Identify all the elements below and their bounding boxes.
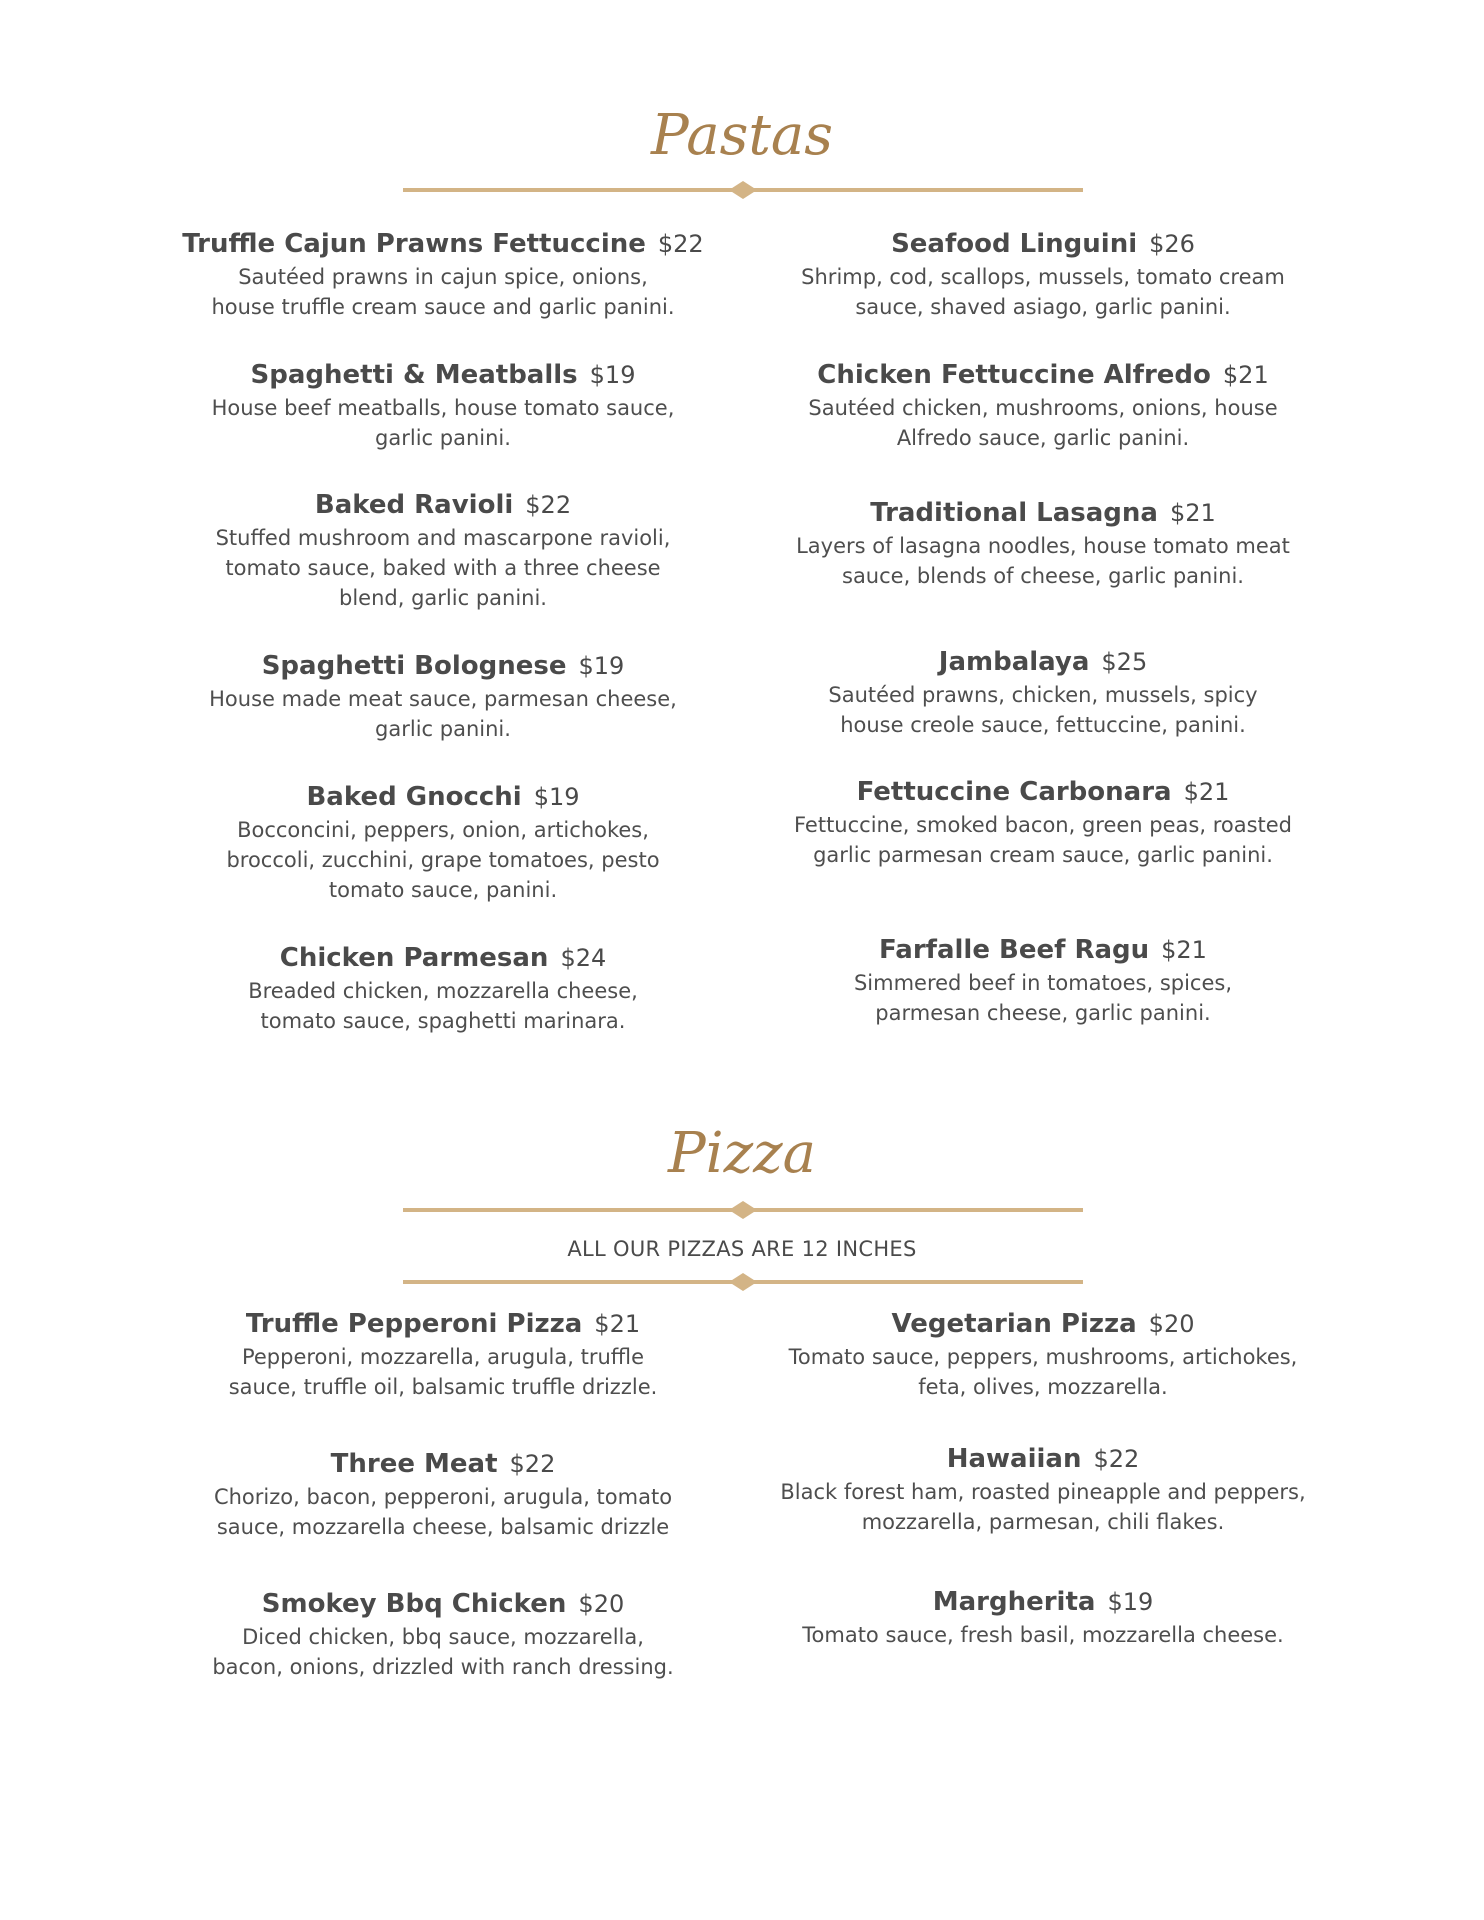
menu-item [173, 1446, 713, 1542]
item-description: Breaded chicken, mozzarella cheese, tomato sauce, spaghetti marinara. [248, 979, 638, 1033]
item-name: Chicken Fettuccine Alfredo [817, 360, 1211, 390]
item-price: $20 [578, 1590, 625, 1618]
menu-item [173, 648, 713, 744]
item-name: Truffle Cajun Prawns Fettuccine [182, 229, 646, 259]
item-description: Sautéed prawns, chicken, mussels, spicy house creole sauce, fettuccine, panini. [828, 683, 1258, 737]
item-description: Diced chicken, bbq sauce, mozzarella, bacon, onions, drizzled with ranch dressing. [212, 1625, 674, 1679]
item-name: Seafood Linguini [891, 229, 1138, 259]
item-name: Truffle Pepperoni Pizza [245, 1309, 583, 1339]
item-description: Tomato sauce, peppers, mushrooms, artichokes, feta, olives, mozzarella. [788, 1345, 1298, 1399]
menu-item [773, 774, 1313, 870]
pastas-divider [403, 179, 1083, 201]
menu-item [173, 226, 713, 322]
item-price: $21 [1169, 499, 1216, 527]
item-price: $21 [1183, 778, 1230, 806]
item-description: Fettuccine, smoked bacon, green peas, roasted garlic parmesan cream sauce, garlic panini. [793, 813, 1293, 867]
item-price: $19 [578, 652, 625, 680]
item-price: $19 [1107, 1588, 1154, 1616]
menu-item [173, 779, 713, 905]
menu-item [773, 1306, 1313, 1402]
menu-item [773, 226, 1313, 322]
item-price: $21 [1222, 361, 1269, 389]
item-price: $19 [533, 783, 580, 811]
item-name: Chicken Parmesan [279, 943, 549, 973]
pizza-divider-bottom [403, 1271, 1083, 1293]
item-name: Spaghetti & Meatballs [250, 360, 578, 390]
pizza-divider-top [403, 1199, 1083, 1221]
item-description: House made meat sauce, parmesan cheese, garlic panini. [209, 687, 677, 741]
item-description: House beef meatballs, house tomato sauce, garlic panini. [211, 396, 675, 450]
item-price: $21 [1161, 936, 1207, 964]
menu-item [773, 495, 1313, 591]
item-price: $21 [594, 1310, 641, 1338]
item-price: $22 [657, 230, 704, 258]
item-name: Margherita [932, 1587, 1096, 1617]
item-name: Traditional Lasagna [870, 498, 1158, 528]
item-name: Jambalaya [938, 647, 1090, 677]
item-name: Vegetarian Pizza [891, 1309, 1137, 1339]
item-description: Tomato sauce, fresh basil, mozzarella cheese. [802, 1623, 1284, 1647]
item-price: $20 [1148, 1310, 1195, 1338]
item-name: Three Meat [330, 1449, 498, 1479]
item-price: $22 [525, 491, 572, 519]
item-description: Pepperoni, mozzarella, arugula, truffle sauce, truffle oil, balsamic truffle drizzle. [228, 1345, 658, 1399]
menu-item [773, 932, 1313, 1028]
item-name: Hawaiian [946, 1444, 1082, 1474]
item-price: $19 [589, 361, 636, 389]
pastas-title: Pastas [651, 103, 833, 168]
item-price: $25 [1101, 648, 1148, 676]
menu-item [773, 357, 1313, 453]
menu-item [173, 1306, 713, 1402]
item-name: Spaghetti Bolognese [261, 651, 567, 681]
item-description: Simmered beef in tomatoes, spices, parmesan cheese, garlic panini. [853, 971, 1233, 1025]
pizza-size-note: ALL OUR PIZZAS ARE 12 INCHES [567, 1237, 917, 1261]
menu-item [173, 1586, 713, 1682]
menu-item [173, 487, 713, 613]
item-description: Layers of lasagna noodles, house tomato meat sauce, blends of cheese, garlic panini. [796, 534, 1290, 588]
item-price: $22 [1093, 1445, 1140, 1473]
menu-item [173, 357, 713, 453]
menu-item [773, 1584, 1313, 1650]
item-description: Sautéed chicken, mushrooms, onions, house Alfredo sauce, garlic panini. [808, 396, 1278, 450]
item-price: $26 [1149, 230, 1195, 258]
menu-item [173, 940, 713, 1036]
item-name: Smokey Bbq Chicken [261, 1589, 567, 1619]
item-price: $22 [509, 1450, 556, 1478]
item-description: Black forest ham, roasted pineapple and peppers, mozzarella, parmesan, chili flakes. [780, 1480, 1306, 1534]
item-name: Baked Ravioli [314, 490, 514, 520]
item-name: Farfalle Beef Ragu [879, 935, 1150, 965]
item-description: Sautéed prawns in cajun spice, onions, house truffle cream sauce and garlic panini. [211, 265, 675, 319]
item-description: Chorizo, bacon, pepperoni, arugula, tomato sauce, mozzarella cheese, balsamic drizzle [213, 1485, 673, 1539]
item-price: $24 [560, 944, 607, 972]
item-description: Shrimp, cod, scallops, mussels, tomato cream sauce, shaved asiago, garlic panini. [801, 265, 1285, 319]
item-description: Bocconcini, peppers, onion, artichokes, broccoli, zucchini, grape tomatoes, pesto tomato sauce, panini. [226, 818, 660, 902]
item-name: Baked Gnocchi [306, 782, 522, 812]
menu-item [773, 1441, 1313, 1537]
menu-item [773, 644, 1313, 740]
pizza-title: Pizza [668, 1121, 816, 1186]
item-description: Stuffed mushroom and mascarpone ravioli, tomato sauce, baked with a three cheese blend, garlic panini. [215, 526, 671, 610]
item-name: Fettuccine Carbonara [856, 777, 1172, 807]
